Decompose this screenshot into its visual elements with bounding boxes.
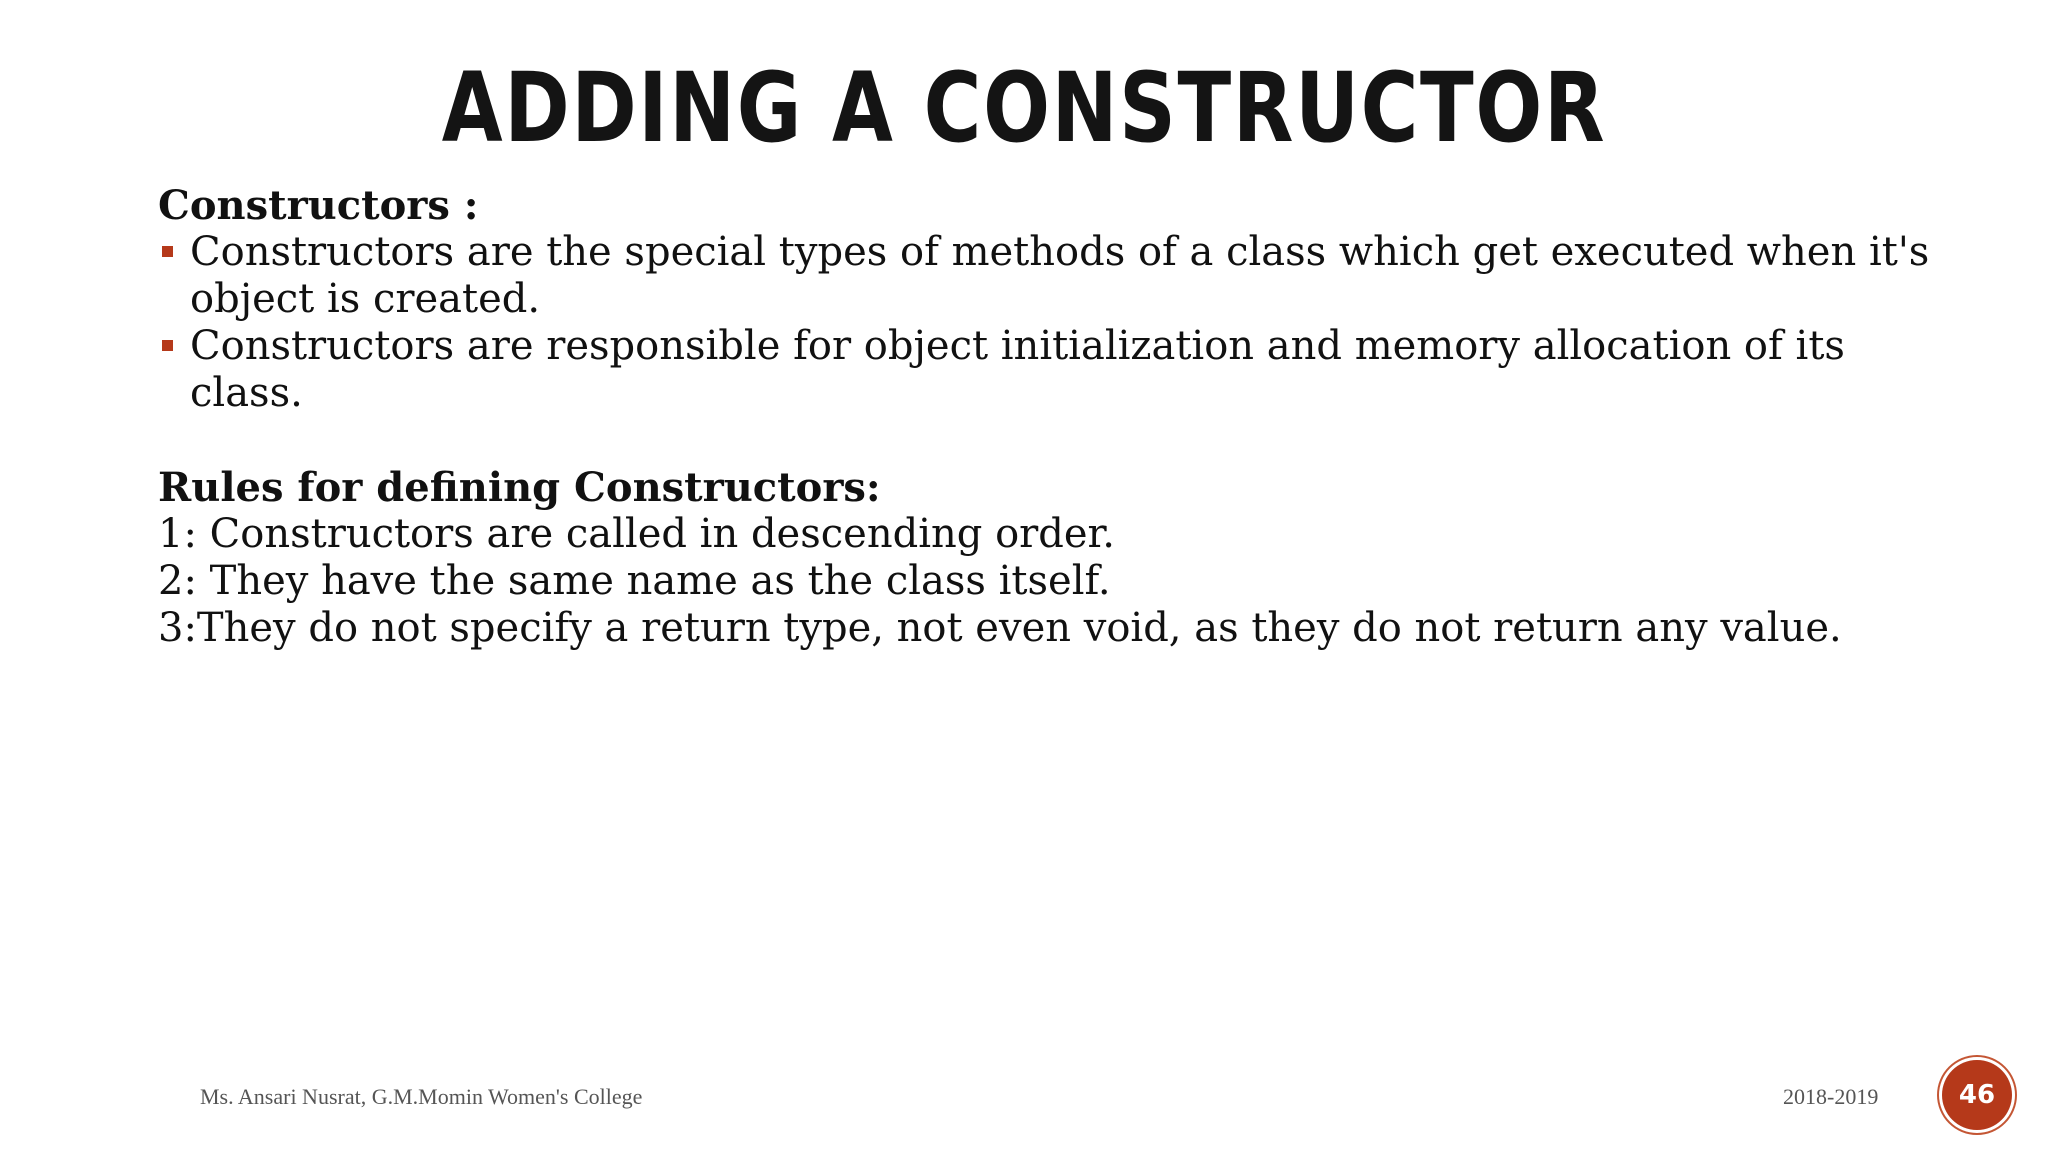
- rule-item: 2: They have the same name as the class itself.: [158, 558, 1111, 604]
- page-number-badge: [1942, 1060, 2012, 1130]
- slide-content: [158, 182, 1958, 652]
- page-number: 46: [1958, 1080, 1996, 1110]
- bullet-text: Constructors are responsible for object initialization and memory allocation of its class.: [190, 323, 1845, 416]
- slide-title: ADDING A CONSTRUCTOR: [441, 52, 1607, 164]
- square-bullet-icon: [162, 246, 173, 257]
- footer-author: Ms. Ansari Nusrat, G.M.Momin Women's College: [200, 1084, 643, 1109]
- bullet-text: Constructors are the special types of methods of a class which get executed when it's object is created.: [190, 229, 1930, 322]
- square-bullet-icon: [162, 340, 173, 351]
- rule-item: 3:They do not specify a return type, not even void, as they do not return any value.: [158, 605, 1842, 651]
- bullet-item: [158, 229, 1958, 323]
- spacer: [158, 417, 1958, 464]
- constructors-heading: Constructors :: [158, 182, 479, 229]
- rule-item: 1: Constructors are called in descending order.: [158, 511, 1115, 557]
- rules-heading: Rules for defining Constructors:: [158, 464, 881, 511]
- footer-year: 2018-2019: [1783, 1084, 1879, 1109]
- bullet-item: [158, 323, 1958, 417]
